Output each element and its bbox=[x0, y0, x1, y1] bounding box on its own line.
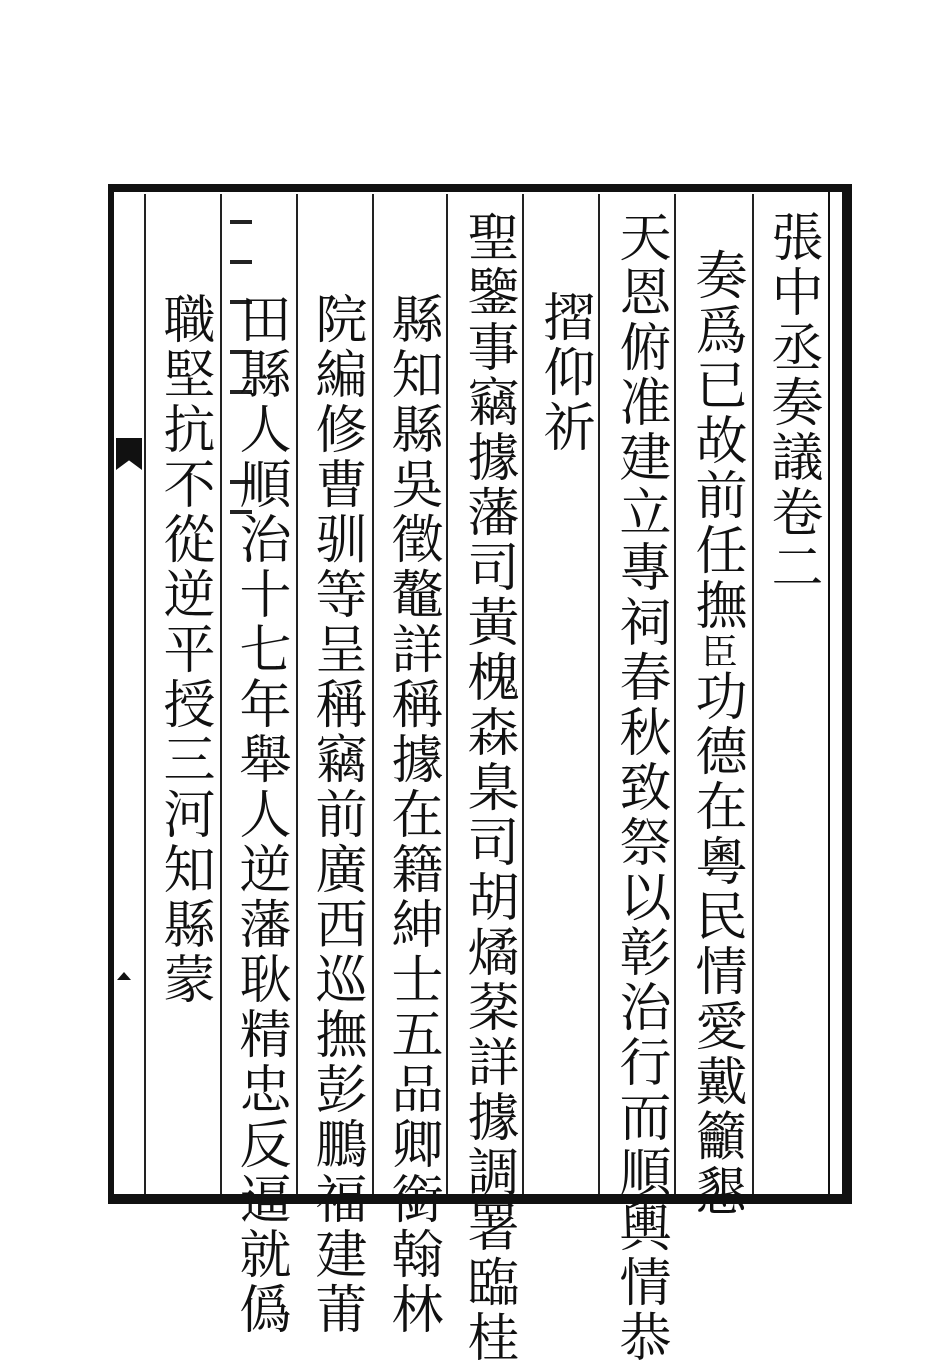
column-rule bbox=[220, 194, 222, 1194]
text-column-4: 聖鑒事竊據藩司黃槐森臬司胡燏棻詳據調署臨桂 bbox=[458, 210, 518, 1365]
text-column-1-main: 奏爲已故前任撫 bbox=[686, 248, 746, 633]
column-rule bbox=[446, 194, 448, 1194]
volume-title: 張中丞奏議卷二 bbox=[762, 210, 822, 595]
column-rule bbox=[296, 194, 298, 1194]
text-column-6: 院編修曹驯等呈稱竊前廣西巡撫彭鵬福建莆 bbox=[306, 292, 366, 1337]
frame-top-border bbox=[112, 184, 850, 192]
text-column-1-rest: 功德在粵民情愛戴籲懇 bbox=[686, 669, 746, 1219]
column-rule bbox=[144, 194, 146, 1194]
text-column-7: 田縣人順治十七年舉人逆藩耿精忠反逼就僞 bbox=[230, 292, 290, 1337]
text-column-1 bbox=[686, 248, 746, 1219]
column-rule bbox=[372, 194, 374, 1194]
text-column-5: 縣知縣吳徵鼇詳稱據在籍紳士五品卿銜翰林 bbox=[382, 292, 442, 1337]
block-heart-column bbox=[112, 200, 144, 1190]
text-column-8: 職堅抗不從逆平授三河知縣蒙 bbox=[154, 292, 214, 1007]
column-rule bbox=[522, 194, 524, 1194]
frame-right-border bbox=[842, 184, 852, 1204]
text-column-2: 天恩俯准建立專祠春秋致祭以彰治行而順輿情恭 bbox=[610, 210, 670, 1365]
interlinear-note: 臣 bbox=[696, 633, 737, 669]
text-column-3: 摺仰祈 bbox=[534, 290, 594, 455]
frame-right-inner-border bbox=[828, 192, 830, 1194]
column-rule bbox=[598, 194, 600, 1194]
column-rule bbox=[752, 194, 754, 1194]
column-rule bbox=[674, 194, 676, 1194]
